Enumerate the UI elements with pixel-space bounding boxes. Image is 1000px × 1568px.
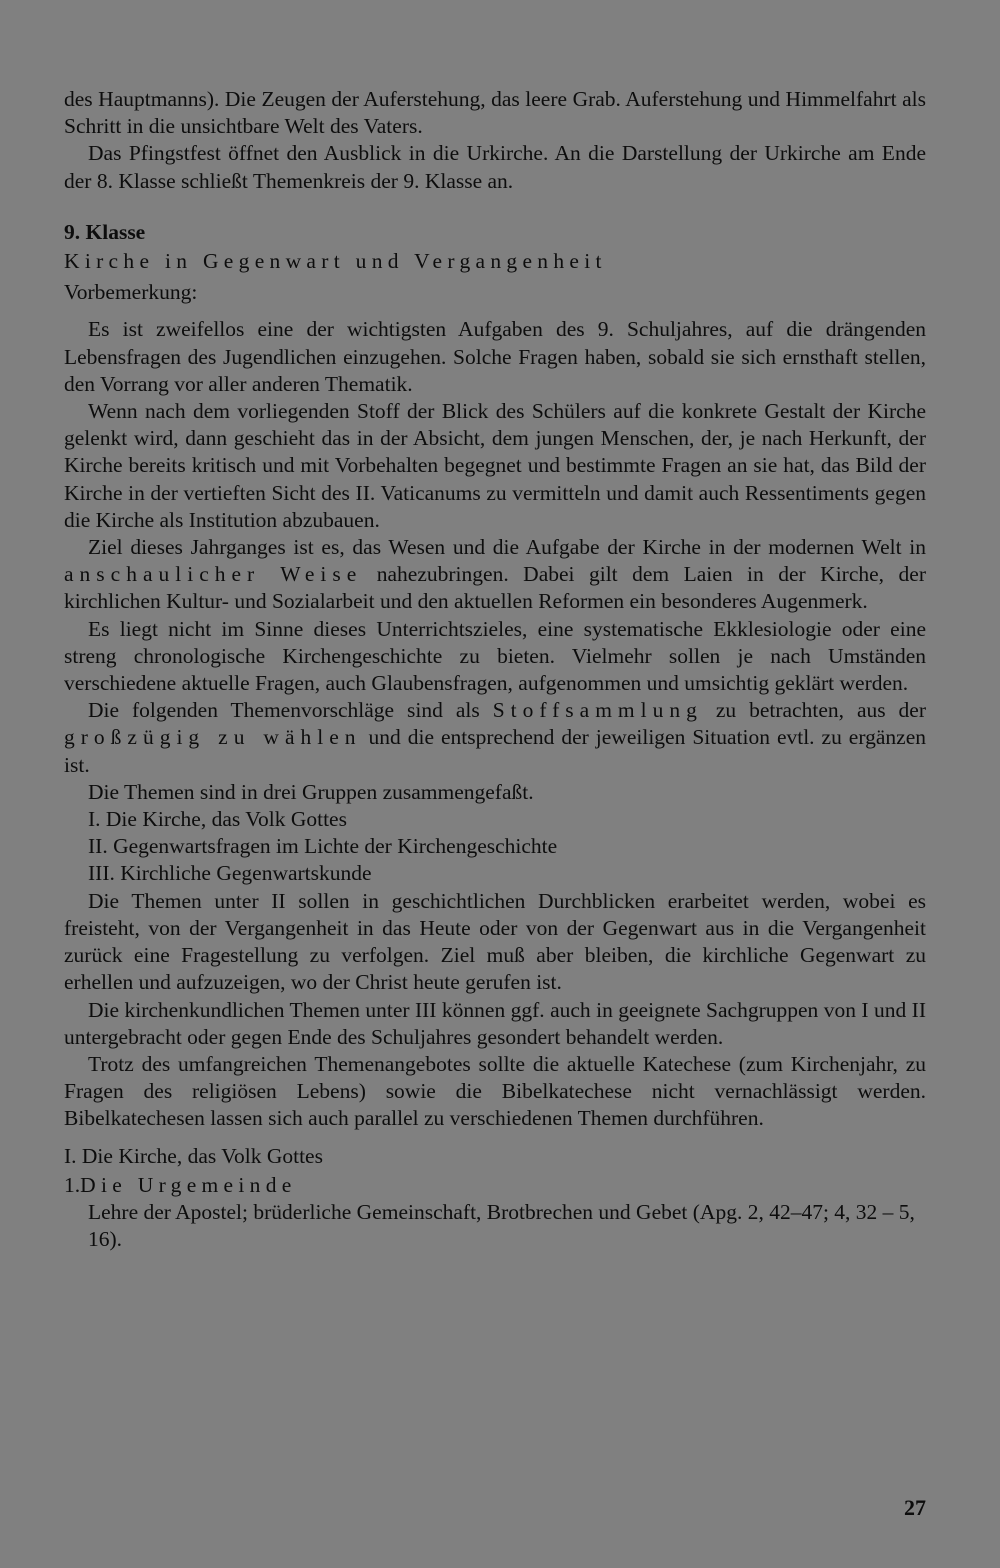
section-heading: 9. Klasse <box>64 219 146 244</box>
emphasis-anschaulicher-weise: anschaulicher Weise <box>64 562 363 587</box>
section-subtitle: Kirche in Gegenwart und Vergangenheit <box>64 249 607 274</box>
paragraph-8: Die kirchenkundlichen Themen unter III können ggf. auch in geeignete Sachgruppen von I und II untergebracht oder gegen Ende des Schuljahres gesondert behandelt werden. <box>64 997 926 1049</box>
page-number: 27 <box>904 1495 926 1520</box>
group-list-item: II. Gegenwartsfragen im Lichte der Kirchengeschichte <box>88 834 558 859</box>
paragraph-3-part-b: nahezubringen. Dabei gilt dem Laien in der Kirche, der kirchlichen Kultur- und Sozialarbeit und den aktuellen Reformen ein besonderes Augenmerk. <box>64 562 926 614</box>
paragraph-5-part-a: Die folgenden Themenvorschläge sind als <box>88 698 493 723</box>
paragraph-9: Trotz des umfangreichen Themenangebotes sollte die aktuelle Katechese (zum Kirchenjahr, zu Fragen des religiösen Lebens) sowie die Bibelkatechese nicht vernachlässigt werden. Bibelkatechesen lassen sich auch parallel zu verschiedenen Themen durchführen. <box>64 1051 926 1131</box>
item-number: 1. <box>64 1172 81 1197</box>
intro-paragraph-2: Das Pfingstfest öffnet den Ausblick in die Urkirche. An die Darstellung der Urkirche am Ende der 8. Klasse schließt Themenkreis der 9. Klasse an. <box>64 141 926 193</box>
paragraph-5-part-c: und die entsprechend der jeweiligen Situation evtl. zu ergänzen ist. <box>64 725 926 777</box>
emphasis-stoffsammlung: Stoffsammlung <box>492 698 703 723</box>
group-list-item: I. Die Kirche, das Volk Gottes <box>88 807 347 832</box>
paragraph-1: Es ist zweifellos eine der wichtigsten Aufgaben des 9. Schuljahres, auf die drängenden Lebensfragen des Jugendlichen einzugehen. Solche Fragen haben, sobald sie sich ernsthaft stellen, den Vorrang vor aller anderen Thematik. <box>64 317 926 396</box>
paragraph-7: Die Themen unter II sollen in geschichtlichen Durchblicken erarbeitet werden, wobei es freisteht, von der Vergangenheit in das Heute oder von der Gegenwart aus in die Vergangenheit zurück eine Fragestellung zu verfolgen. Ziel muß aber bleiben, die kirchliche Gegenwart zu erhellen und aufzuzeigen, wo der Christ heute gerufen ist. <box>64 888 926 995</box>
paragraph-4: Es liegt nicht im Sinne dieses Unterrichtszieles, eine systematische Ekklesiologie oder eine streng chronologische Kirchengeschichte zu bieten. Vielmehr sollen je nach Umständen verschiedene aktuelle Fragen, auch Glaubensfragen, aufgenommen und umsichtig geklärt werden. <box>64 616 926 696</box>
vorbemerkung-label: Vorbemerkung: <box>64 280 198 305</box>
paragraph-3-part-a: Ziel dieses Jahrganges ist es, das Wesen und die Aufgabe der Kirche in der modernen Welt in <box>88 535 926 560</box>
emphasis-grosszuegig-zu-waehlen: großzügig zu wählen <box>64 725 362 750</box>
intro-paragraph-1: des Hauptmanns). Die Zeugen der Auferstehung, das leere Grab. Auferstehung und Himmelfahrt als Schritt in die unsichtbare Welt des Vaters. <box>64 87 926 139</box>
paragraph-3 <box>64 534 926 616</box>
item-title: Die Urgemeinde <box>80 1172 297 1197</box>
paragraph-5 <box>64 697 926 779</box>
part-1-item-1-text: Lehre der Apostel; brüderliche Gemeinschaft, Brotbrechen und Gebet (Apg. 2, 42–47; 4, 32 – 5, 16). <box>88 1199 915 1252</box>
paragraph-5-part-b: zu betrachten, aus der <box>702 698 927 723</box>
part-1-item-1-title-row <box>64 1172 926 1199</box>
paragraph-6: Die Themen sind in drei Gruppen zusammengefaßt. <box>88 779 534 804</box>
paragraph-2: Wenn nach dem vorliegenden Stoff der Blick des Schülers auf die konkrete Gestalt der Kirche gelenkt wird, dann geschieht das in der Absicht, dem jungen Menschen, der, je nach Herkunft, der Kirche bereits kritisch und mit Vorbehalten begegnet und bestimmte Fragen an sie hat, das Bild der Kirche in der vertieften Sicht des II. Vaticanums zu vermitteln und damit auch Ressentiments gegen die Kirche als Institution abzubauen. <box>64 399 926 532</box>
group-list-item: III. Kirchliche Gegenwartskunde <box>88 861 372 886</box>
part-1-heading: I. Die Kirche, das Volk Gottes <box>64 1143 323 1168</box>
